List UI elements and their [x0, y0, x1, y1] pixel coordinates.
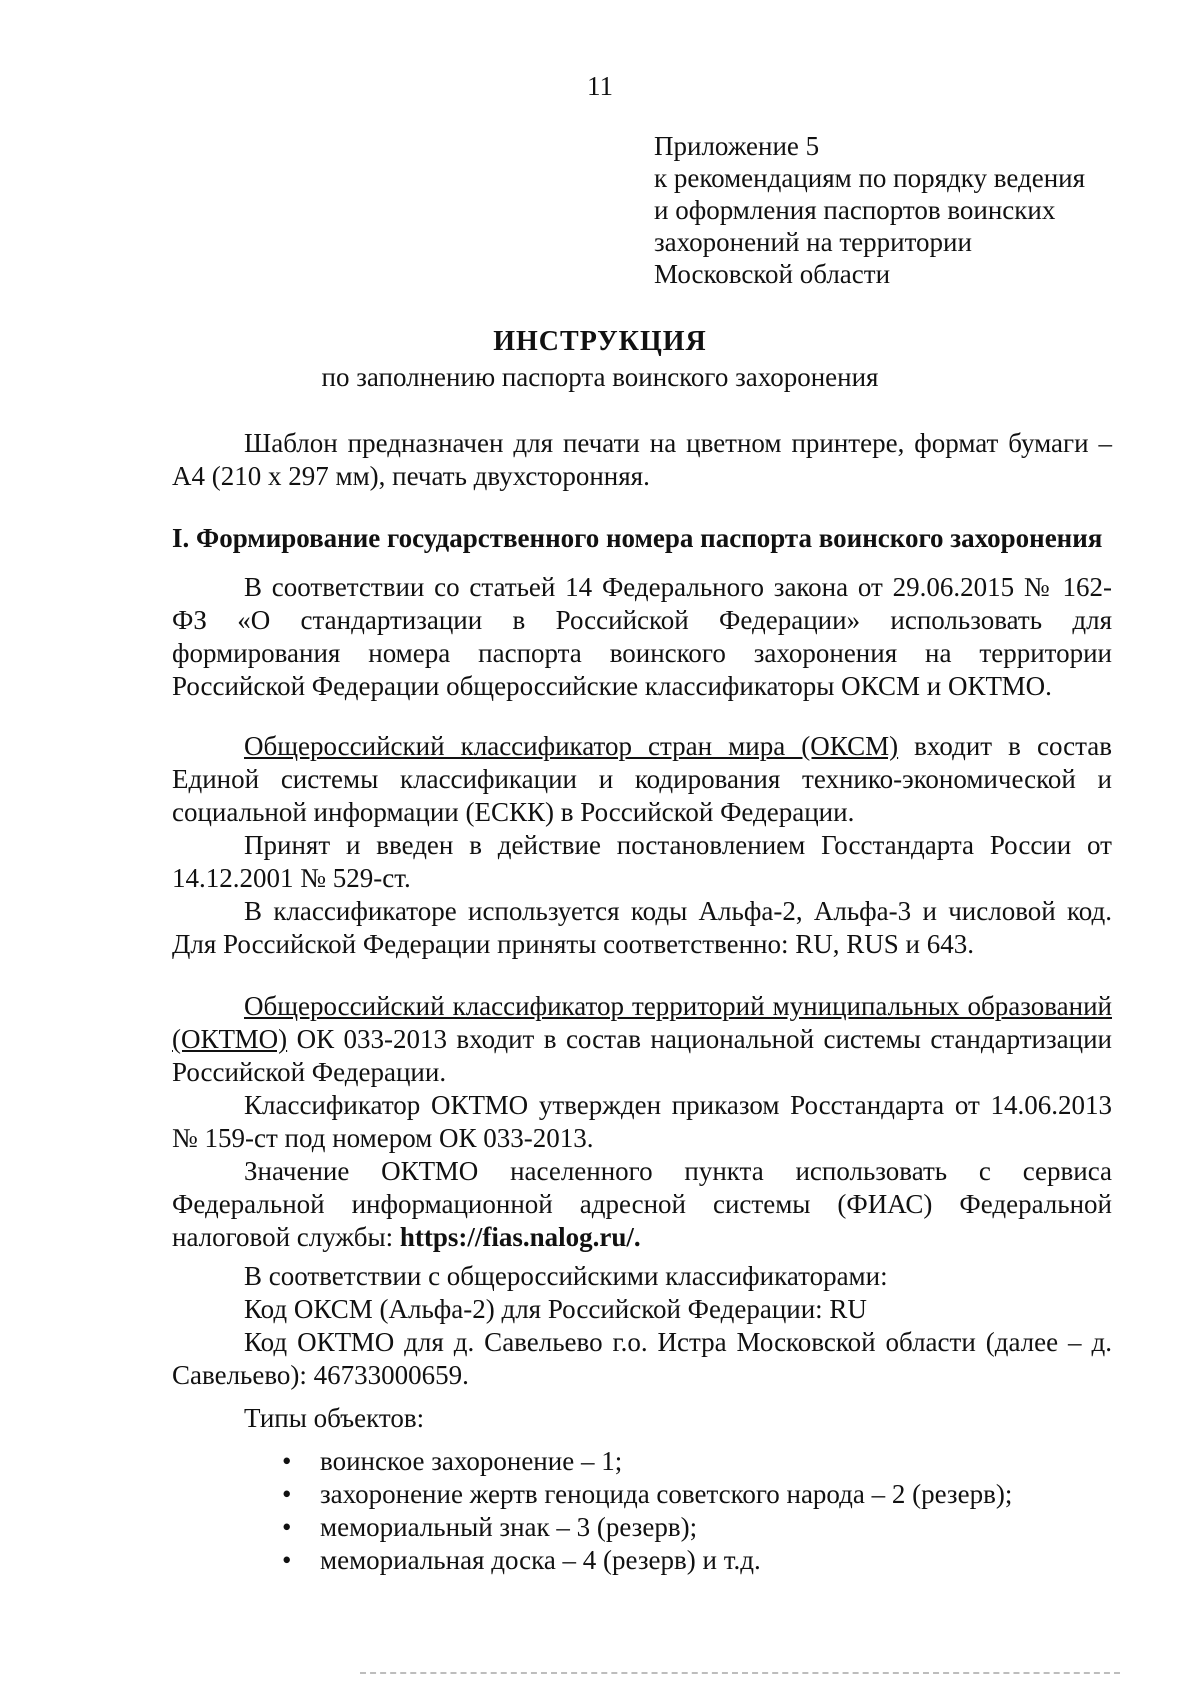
appendix-reference [654, 130, 1124, 290]
list-item [172, 1445, 1112, 1478]
oksm-code-line: Код ОКСМ (Альфа-2) для Российской Федерации: RU [244, 1294, 867, 1324]
oksm-block [172, 730, 1112, 961]
oktmo-usage [172, 1155, 1112, 1254]
standardization-paragraph: В соответствии со статьей 14 Федерального закона от 29.06.2015 № 162-ФЗ «О стандартизации в Российской Федерации» использовать для формирования номера паспорта воинского захоронения на территории Российской Федерации общероссийские классификаторы ОКСМ и ОКТМО. [172, 572, 1112, 701]
appendix-line: и оформления паспортов воинских [654, 195, 1056, 225]
section-paragraph-block [172, 571, 1112, 703]
list-item-text: мемориальный знак – 3 (резерв); [320, 1512, 698, 1542]
page-number: 11 [587, 71, 613, 101]
oktmo-block [172, 990, 1112, 1254]
list-item-text: захоронение жертв геноцида советского народа – 2 (резерв); [320, 1479, 1013, 1509]
list-item-text: воинское захоронение – 1; [320, 1446, 623, 1476]
appendix-line: Московской области [654, 259, 891, 289]
oksm-codes: В классификаторе используется коды Альфа-2, Альфа-3 и числовой код. Для Российской Федерации приняты соответственно: RU, RUS и 643. [172, 896, 1112, 959]
bullet-icon: • [282, 1446, 292, 1476]
oksm-adoption: Принят и введен в действие постановлением Госстандарта России от 14.12.2001 № 529-ст. [172, 830, 1112, 893]
bullet-icon: • [282, 1545, 292, 1575]
oktmo-approval: Классификатор ОКТМО утвержден приказом Росстандарта от 14.06.2013 № 159-ст под номером ОК 033-2013. [172, 1090, 1112, 1153]
document-subtitle: по заполнению паспорта воинского захоронения [321, 362, 879, 392]
appendix-line: Приложение 5 [654, 131, 820, 161]
intro-paragraph: Шаблон предназначен для печати на цветном принтере, формат бумаги – А4 (210 х 297 мм), печать двухсторонняя. [172, 428, 1112, 491]
list-item-text: мемориальная доска – 4 (резерв) и т.д. [320, 1545, 761, 1575]
page-bottom-rule [360, 1672, 1120, 1674]
oksm-name: Общероссийский классификатор стран мира (ОКСМ) [244, 731, 899, 761]
oktmo-paragraph [172, 990, 1112, 1089]
list-item [172, 1544, 1112, 1577]
oksm-paragraph [172, 730, 1112, 829]
types-block [172, 1402, 1112, 1577]
codes-intro: В соответствии с общероссийскими классификаторами: [244, 1261, 888, 1291]
oktmo-usage-text: Значение ОКТМО населенного пункта использовать с сервиса Федеральной информационной адресной системы (ФИАС) Федеральной налоговой службы: [172, 1156, 1112, 1252]
bullet-icon: • [282, 1512, 292, 1542]
section-heading: I. Формирование государственного номера паспорта воинского захоронения [172, 523, 1103, 553]
bullet-icon: • [282, 1479, 292, 1509]
intro-paragraph-block [172, 427, 1112, 493]
document-title: ИНСТРУКЦИЯ [493, 326, 707, 357]
types-list [172, 1445, 1112, 1577]
oktmo-name: Общероссийский классификатор территорий муниципальных образований (ОКТМО) [172, 991, 1112, 1054]
appendix-line: захоронений на территории [654, 227, 972, 257]
codes-block [172, 1260, 1112, 1392]
appendix-line: к рекомендациям по порядку ведения [654, 163, 1086, 193]
list-item [172, 1478, 1112, 1511]
types-label: Типы объектов: [244, 1403, 425, 1433]
oktmo-description: ОК 033-2013 входит в состав национальной системы стандартизации Российской Федерации. [172, 1024, 1112, 1087]
fias-link[interactable]: https://fias.nalog.ru/. [399, 1222, 641, 1252]
list-item [172, 1511, 1112, 1544]
oktmo-code-line: Код ОКТМО для д. Савельево г.о. Истра Московской области (далее – д. Савельево): 46733000659. [172, 1327, 1112, 1390]
oksm-description: входит в состав Единой системы классификации и кодирования технико-экономической и социальной информации (ЕСКК) в Российской Федерации. [172, 731, 1112, 827]
